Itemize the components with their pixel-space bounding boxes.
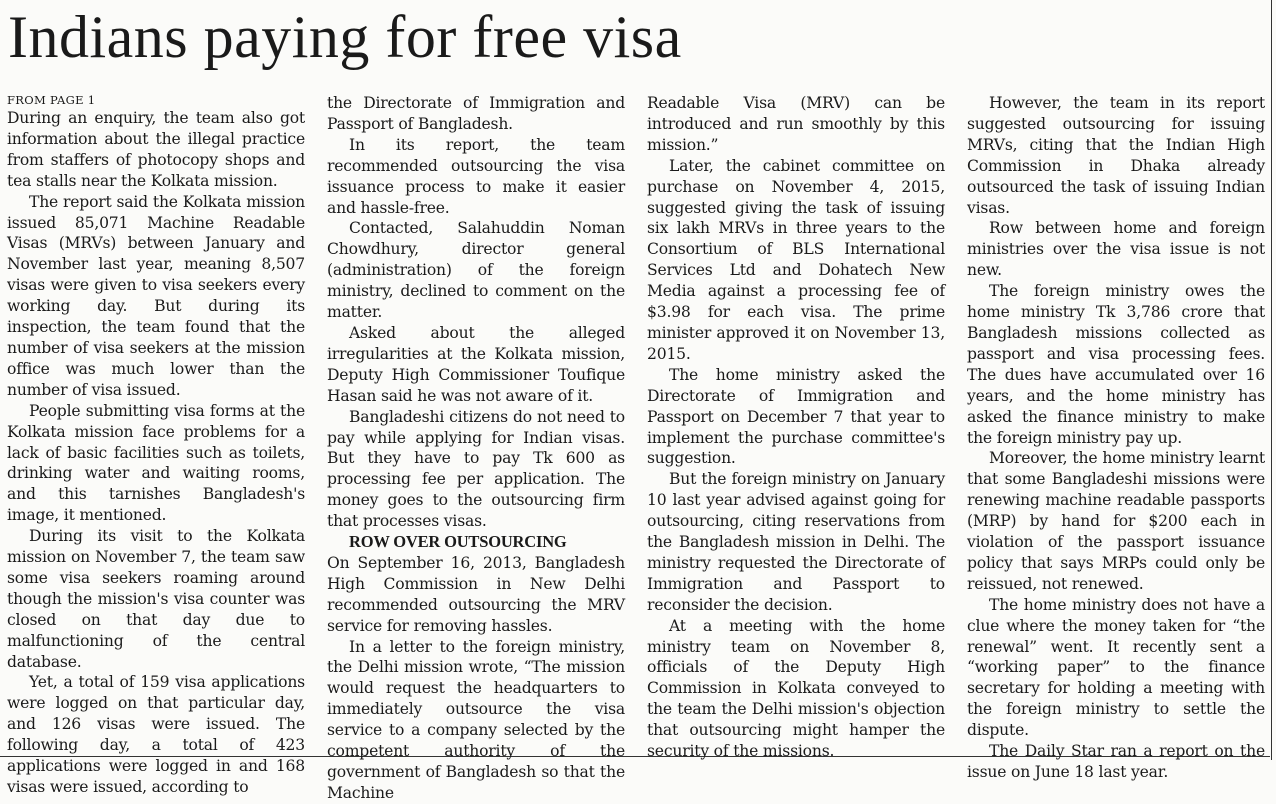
- paragraph: Yet, a total of 159 visa applications were logged on that particular day, and 126 visas were issued. The following day, a total of 423 applications were logged in and 168 visas were issued, according to: [7, 673, 305, 796]
- paragraph: The home ministry asked the Directorate of Immigration and Passport on December 7 that year to implement the purchase committee's suggestion.: [647, 365, 945, 468]
- paragraph: During an enquiry, the team also got information about the illegal practice from staffers of photocopy shops and tea stalls near the Kolkata mission.: [7, 109, 305, 190]
- paragraph: However, the team in its report suggested outsourcing for issuing MRVs, citing that the Indian High Commission in Dhaka already outsourced the task of issuing Indian visas.: [967, 94, 1265, 217]
- paragraph: But the foreign ministry on January 10 last year advised against going for outsourcing, citing reservations from the Bangladesh mission in Delhi. The ministry requested the Directorate of Immigration and Passport to reconsider the decision.: [647, 470, 945, 614]
- paragraph: The Daily Star ran a report on the issue on June 18 last year.: [967, 742, 1265, 781]
- paragraph: Moreover, the home ministry learnt that some Bangladeshi missions were renewing machine readable passports (MRP) by hand for $200 each in violation of the passport issuance policy that says MRPs could only be reissued, not renewed.: [967, 449, 1265, 593]
- paragraph: the Directorate of Immigration and Passport of Bangladesh.: [327, 94, 625, 133]
- paragraph: The report said the Kolkata mission issued 85,071 Machine Readable Visas (MRVs) between January and November last year, meaning 8,507 visas were given to visa seekers every working day. But during its inspection, the team found that the number of visa seekers at the mission office was much lower than the number of visa issued.: [7, 192, 305, 399]
- column-rule-right: [1271, 0, 1272, 760]
- article-column-3: [647, 93, 945, 761]
- paragraph: In its report, the team recommended outsourcing the visa issuance process to make it easier and hassle-free.: [327, 135, 625, 217]
- section-subhead: ROW OVER OUTSOURCING: [349, 532, 567, 552]
- paragraph: Asked about the alleged irregularities at the Kolkata mission, Deputy High Commissioner Toufique Hasan said he was not aware of it.: [327, 323, 625, 405]
- paragraph: The home ministry does not have a clue where the money taken for “the renewal” went. It recently sent a “working paper” to the finance secretary for holding a meeting with the foreign ministry to settle the dispute.: [967, 595, 1265, 740]
- paragraph: Later, the cabinet committee on purchase on November 4, 2015, suggested giving the task of issuing six lakh MRVs in three years to the Consortium of BLS International Services Ltd and Dohatech New Media against a processing fee of $3.98 for each visa. The prime minister approved it on November 13, 2015.: [647, 156, 945, 363]
- from-page-label: FROM PAGE 1: [7, 93, 96, 107]
- paragraph: At a meeting with the home ministry team on November 8, officials of the Deputy High Commission in Kolkata conveyed to the team the Delhi mission's objection that outsourcing might hamper the security of the missions.: [647, 616, 945, 761]
- paragraph: During its visit to the Kolkata mission on November 7, the team saw some visa seekers roaming around though the mission's visa counter was closed on that day due to malfunctioning of the central database.: [7, 527, 305, 671]
- paragraph: On September 16, 2013, Bangladesh High Commission in New Delhi recommended outsourcing the MRV service for removing hassles.: [327, 553, 625, 635]
- paragraph: Contacted, Salahuddin Noman Chowdhury, director general (administration) of the foreign ministry, declined to comment on the matter.: [327, 219, 625, 322]
- article-column-1: [7, 93, 305, 796]
- paragraph: Row between home and foreign ministries over the visa issue is not new.: [967, 219, 1265, 280]
- paragraph: In a letter to the foreign ministry, the Delhi mission wrote, “The mission would request the headquarters to immediately outsource the visa service to a company selected by the competent authority of the government of Bangladesh so that the Machine: [327, 637, 625, 802]
- paragraph: Bangladeshi citizens do not need to pay while applying for Indian visas. But they have to pay Tk 600 as processing fee per application. The money goes to the outsourcing firm that processes visas.: [327, 407, 625, 531]
- paragraph: Readable Visa (MRV) can be introduced and run smoothly by this mission.”: [647, 94, 945, 154]
- article-column-4: [967, 93, 1265, 781]
- headline: Indians paying for free visa: [8, 4, 682, 70]
- article-column-2: [327, 93, 625, 802]
- paragraph: The foreign ministry owes the home ministry Tk 3,786 crore that Bangladesh missions collected as passport and visa processing fees. The dues have accumulated over 16 years, and the home ministry has asked the finance ministry to make the foreign ministry pay up.: [967, 282, 1265, 447]
- paragraph: People submitting visa forms at the Kolkata mission face problems for a lack of basic facilities such as toilets, drinking water and waiting rooms, and this tarnishes Bangladesh's image, it mentioned.: [7, 401, 305, 525]
- article-body: [7, 93, 1267, 802]
